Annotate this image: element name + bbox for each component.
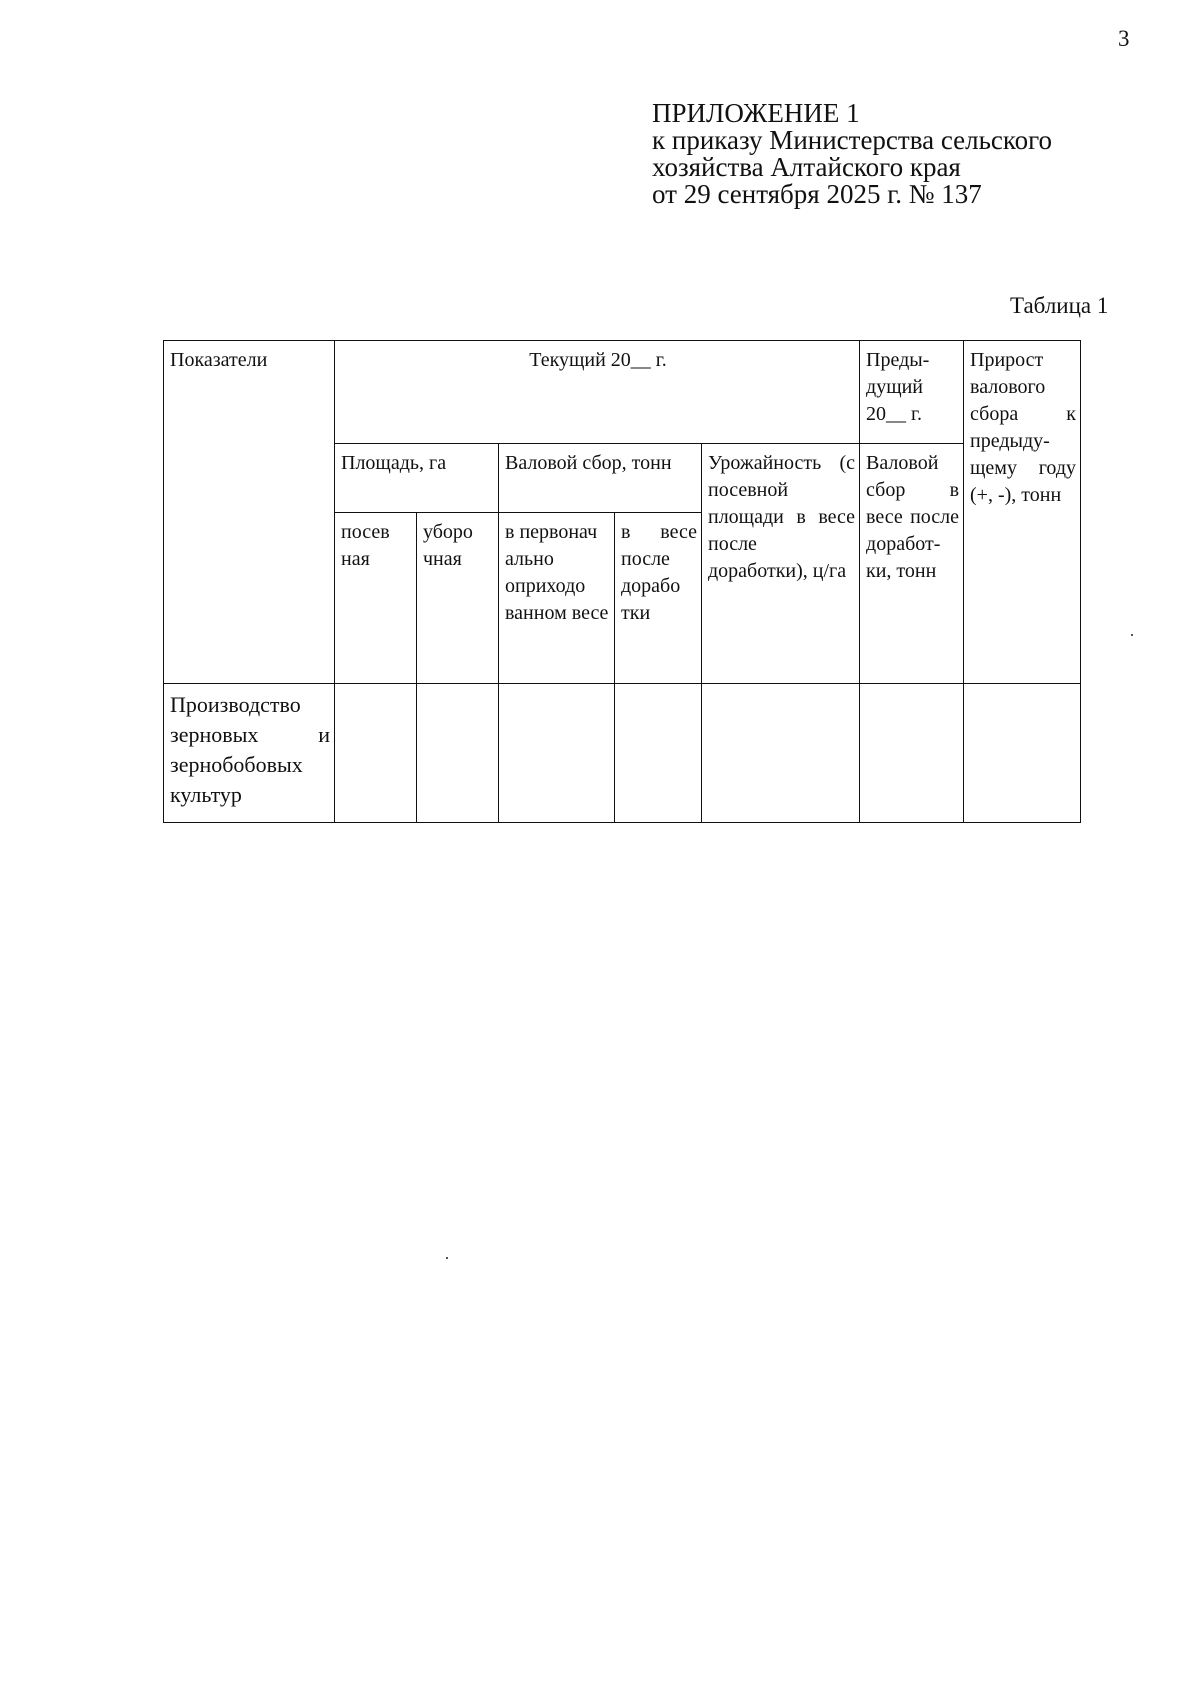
header-harvested-area: уборо чная — [417, 513, 499, 684]
appendix-line-2: хозяйства Алтайского края — [652, 152, 961, 182]
cell-increase — [964, 684, 1081, 823]
cell-after-processing — [615, 684, 702, 823]
scan-speck — [446, 1257, 448, 1259]
header-after-processing: в весе после дорабо тки — [615, 513, 702, 684]
scan-speck — [1131, 634, 1133, 636]
header-gross-harvest: Валовой сбор, тонн — [499, 444, 702, 513]
header-yield: Урожайность (с посевной площади в весе после доработки), ц/га — [702, 444, 860, 684]
cell-yield — [702, 684, 860, 823]
appendix-line-1: к приказу Министерства сельского — [652, 125, 1053, 155]
header-sown-area: посев ная — [335, 513, 417, 684]
header-area: Площадь, га — [335, 444, 499, 513]
page-number: 3 — [1118, 26, 1130, 51]
header-increase: Прирост валового сбора к предыду-щему году (+, -), тонн — [964, 341, 1081, 684]
appendix-line-3: от 29 сентября 2025 г. № 137 — [652, 179, 982, 209]
appendix-title: ПРИЛОЖЕНИЕ 1 — [652, 98, 860, 128]
header-indicators: Показатели — [164, 341, 335, 684]
cell-initial-weight — [499, 684, 615, 823]
header-prev-gross: Валовой сбор в весе после доработ-ки, тонн — [860, 444, 964, 684]
cell-prev-gross — [860, 684, 964, 823]
report-table — [163, 340, 1081, 823]
header-initial-weight: в первонач ально оприходо ванном весе — [499, 513, 615, 684]
cell-sown-area — [335, 684, 417, 823]
header-previous-year: Преды-дущий 20__ г. — [860, 341, 964, 444]
appendix-header — [652, 100, 1052, 208]
cell-harvested-area — [417, 684, 499, 823]
table-caption: Таблица 1 — [1010, 293, 1109, 318]
header-current-year: Текущий 20__ г. — [335, 341, 860, 444]
row-label-grain: Производство зерновых и зернобобовых культур — [164, 684, 335, 823]
